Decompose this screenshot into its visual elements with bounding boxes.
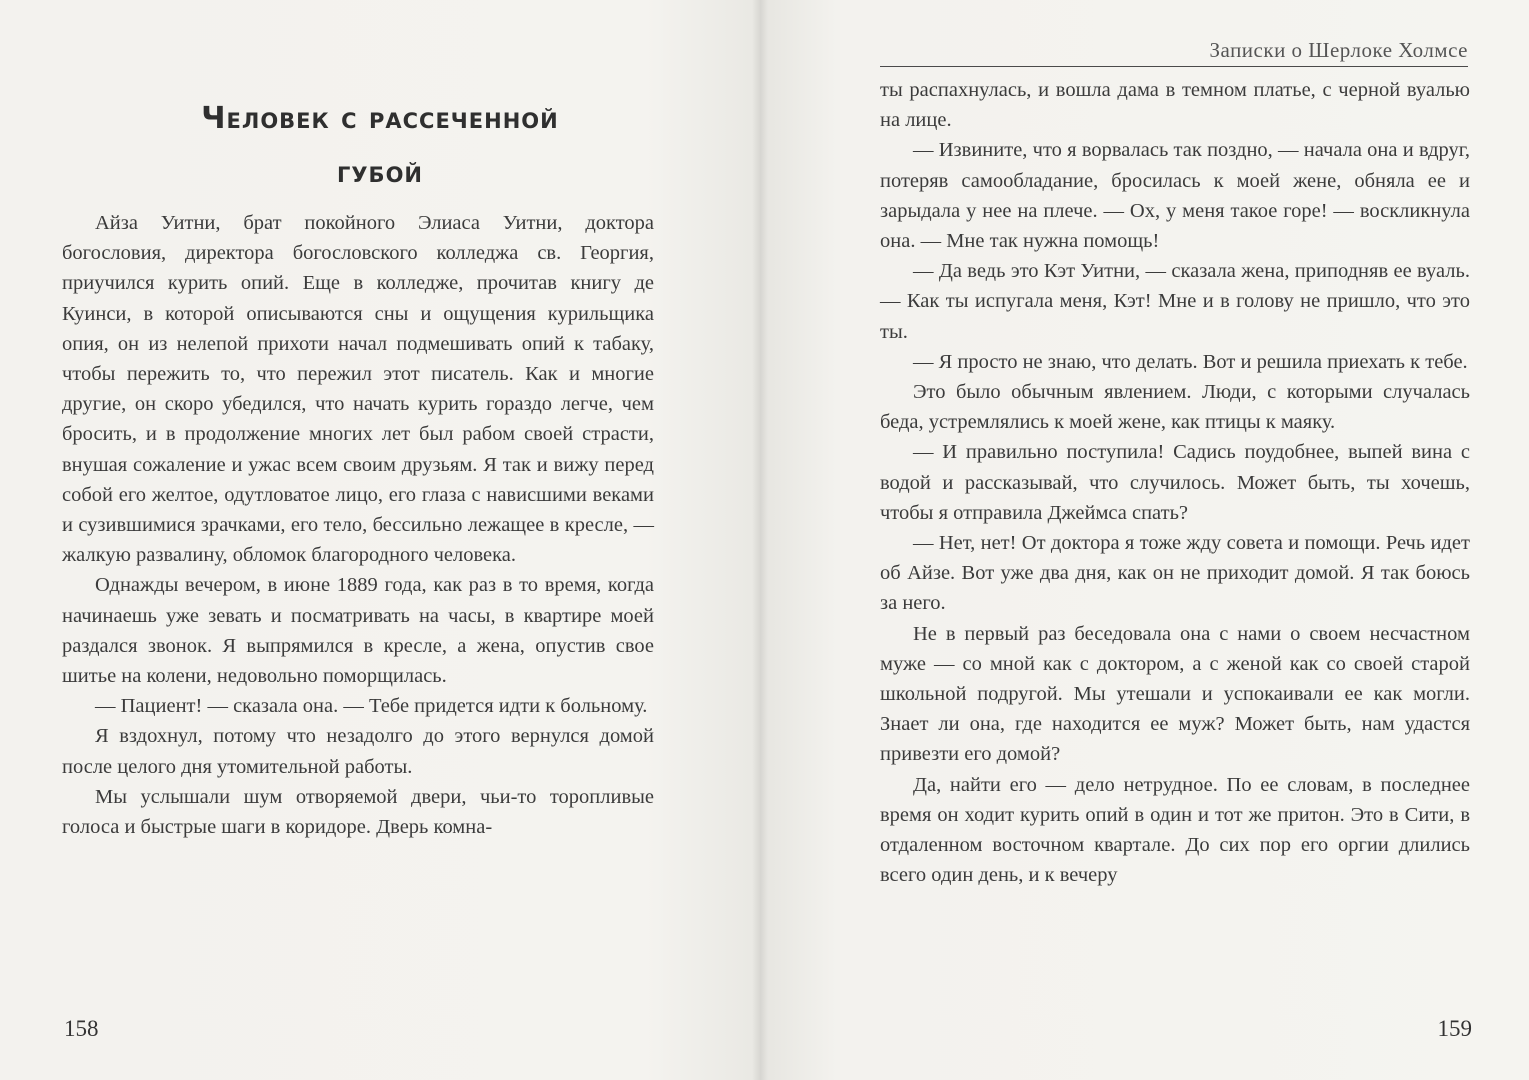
book-gutter xyxy=(752,0,768,1080)
paragraph: Это было обычным явлением. Люди, с которыми случалась беда, устремлялись к моей жене, как птицы к маяку. xyxy=(880,381,1470,434)
left-page-body xyxy=(62,208,654,842)
page-number-right: 159 xyxy=(1437,1016,1472,1041)
chapter-title xyxy=(60,92,700,200)
paragraph: — И правильно поступила! Садись поудобнее, выпей вина с водой и рассказывай, что случилось. Может быть, ты хочешь, чтобы я отправила Джеймса спать? xyxy=(880,441,1470,524)
paragraph: Да, найти его — дело нетрудное. По ее словам, в последнее время он ходит курить опий в один и тот же притон. Это в Сити, в отдаленном восточном квартале. До сих пор его оргии длились всего один день, и к вечеру xyxy=(880,773,1470,887)
header-rule xyxy=(880,66,1468,67)
running-head: Записки о Шерлоке Холмсе xyxy=(1209,38,1468,62)
chapter-title-line-1: Человек с рассеченной xyxy=(201,101,559,136)
paragraph: — Извините, что я ворвалась так поздно, — начала она и вдруг, потеряв самообладание, бросилась к моей жене, обняла ее и зарыдала у нее на плече. — Ох, у меня такое горе! — воскликнула она. — Мне так нужна помощь! xyxy=(880,139,1470,253)
paragraph: Айза Уитни, брат покойного Элиаса Уитни, доктора богословия, директора богословского колледжа св. Георгия, приучился курить опий. Еще в колледже, прочитав книгу де Куинси, в которой описываются сны и ощущения курильщика опия, он из нелепой прихоти начал подмешивать опий к табаку, чтобы пережить то, что пережил этот писатель. Как и многие другие, он скоро убедился, что начать курить гораздо легче, чем бросить, и в продолжение многих лет был рабом своей страсти, внушая сожаление и ужас всем своим друзьям. Я так и вижу перед собой его желтое, одутловатое лицо, его глаза с нависшими веками и сузившимися зрачками, его тело, бессильно лежащее в кресле, — жалкую развалину, обломок благородного человека. xyxy=(62,212,654,567)
paragraph: — Пациент! — сказала она. — Тебе придется идти к больному. xyxy=(95,695,648,718)
paragraph: Я вздохнул, потому что незадолго до этого вернулся домой после целого дня утомительной работы. xyxy=(62,725,654,778)
page-number-left: 158 xyxy=(64,1016,99,1041)
paragraph: Мы услышали шум отворяемой двери, чьи-то торопливые голоса и быстрые шаги в коридоре. Дверь комна- xyxy=(62,785,654,839)
paragraph: — Нет, нет! От доктора я тоже жду совета и помощи. Речь идет об Айзе. Вот уже два дня, как он не приходит домой. Я так боюсь за него. xyxy=(880,532,1470,615)
paragraph: Не в первый раз беседовала она с нами о своем несчастном муже — со мной как с доктором, а с женой как со своей старой школьной подругой. Мы утешали и успокаивали ее как могли. Знает ли она, где находится ее муж? Может быть, нам удастся привезти его домой? xyxy=(880,622,1470,766)
paragraph: ты распахнулась, и вошла дама в темном платье, с черной вуалью на лице. xyxy=(880,79,1470,132)
chapter-title-line-2: губой xyxy=(336,155,423,190)
paragraph: — Я просто не знаю, что делать. Вот и решила приехать к тебе. xyxy=(913,350,1468,373)
paragraph: Однажды вечером, в июне 1889 года, как раз в то время, когда начинаешь уже зевать и посматривать на часы, в квартире моей раздался звонок. Я выпрямился в кресле, а жена, опустив свое шитье на колени, недовольно поморщилась. xyxy=(62,574,654,688)
paragraph: — Да ведь это Кэт Уитни, — сказала жена, приподняв ее вуаль. — Как ты испугала меня, Кэт! Мне и в голову не пришло, что это ты. xyxy=(880,260,1470,343)
right-page-body xyxy=(880,75,1470,890)
